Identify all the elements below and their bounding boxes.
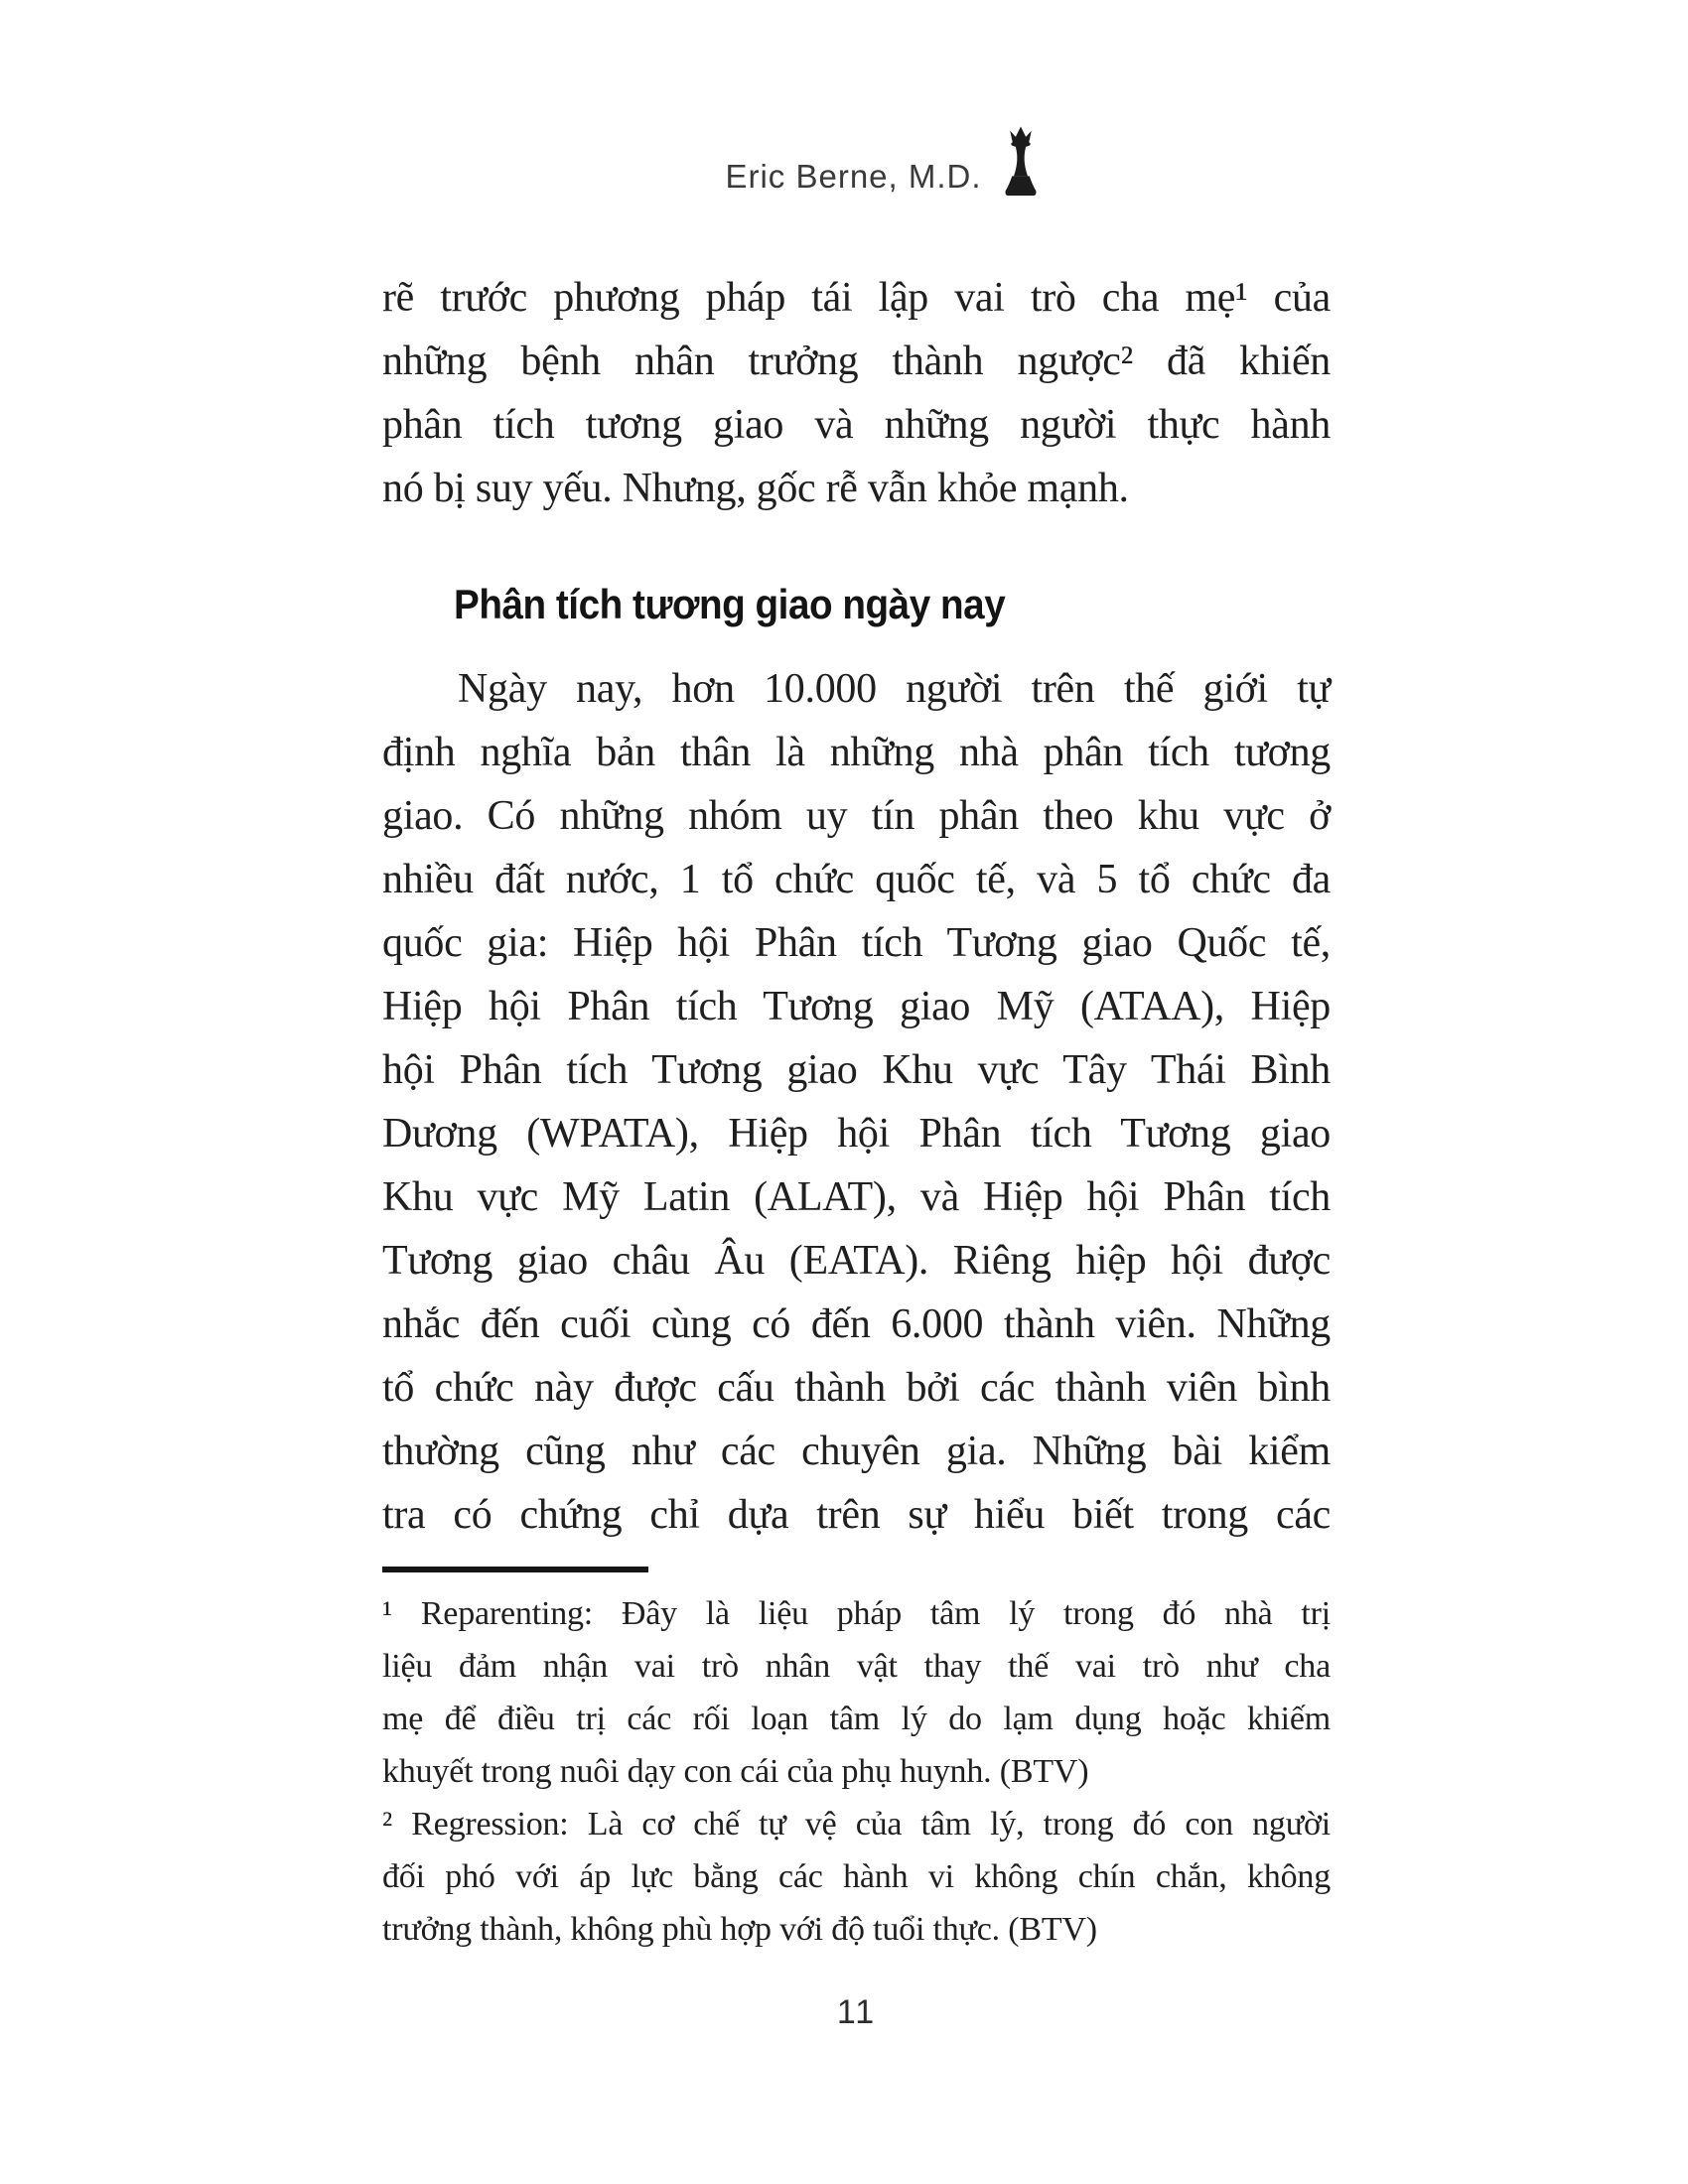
text-line: nhắc đến cuối cùng có đến 6.000 thành viên. Những	[382, 1301, 1331, 1347]
header-author-name: Eric Berne, M.D.	[725, 158, 982, 195]
footnote-line: ² Regression: Là cơ chế tự vệ của tâm lý, trong đó con người	[382, 1806, 1331, 1843]
footnote-line: ¹ Reparenting: Đây là liệu pháp tâm lý trong đó nhà trị	[382, 1595, 1331, 1632]
text-line: hội Phân tích Tương giao Khu vực Tây Thái Bình	[382, 1047, 1331, 1093]
section-heading: Phân tích tương giao ngày nay	[454, 581, 1006, 627]
text-line: tổ chức này được cấu thành bởi các thành viên bình	[382, 1365, 1331, 1411]
text-line: nó bị suy yếu. Nhưng, gốc rễ vẫn khỏe mạnh.	[382, 466, 1129, 511]
paragraph-section	[382, 657, 1331, 1547]
text-line: giao. Có những nhóm uy tín phân theo khu vực ở	[382, 793, 1331, 839]
footnote-2	[382, 1798, 1331, 1956]
footnote-line: khuyết trong nuôi dạy con cái của phụ huynh. (BTV)	[382, 1753, 1089, 1790]
text-line: phân tích tương giao và những người thực hành	[382, 402, 1331, 448]
footnote-line: đối phó với áp lực bằng các hành vi không chín chắn, không	[382, 1858, 1331, 1895]
footnote-line: mẹ để điều trị các rối loạn tâm lý do lạm dụng hoặc khiếm	[382, 1701, 1331, 1737]
text-line: quốc gia: Hiệp hội Phân tích Tương giao Quốc tế,	[382, 920, 1331, 966]
text-line: Khu vực Mỹ Latin (ALAT), và Hiệp hội Phân tích	[382, 1174, 1331, 1220]
footnote-line: trưởng thành, không phù hợp với độ tuổi thực. (BTV)	[382, 1911, 1097, 1948]
footnote-line: liệu đảm nhận vai trò nhân vật thay thế vai trò như cha	[382, 1648, 1331, 1685]
text-line: Dương (WPATA), Hiệp hội Phân tích Tương giao	[382, 1111, 1331, 1157]
chess-queen-icon	[998, 125, 1044, 197]
text-line: định nghĩa bản thân là những nhà phân tích tương	[382, 730, 1331, 775]
text-line: tra có chứng chỉ dựa trên sự hiểu biết trong các	[382, 1492, 1331, 1538]
text-line: thường cũng như các chuyên gia. Những bài kiểm	[382, 1429, 1331, 1474]
text-line: nhiều đất nước, 1 tổ chức quốc tế, và 5 tổ chức đa	[382, 857, 1331, 902]
footnote-separator-rule	[382, 1567, 648, 1572]
section-heading-row	[382, 579, 1331, 630]
text-line: rẽ trước phương pháp tái lập vai trò cha mẹ¹ của	[382, 275, 1331, 321]
page-number: 11	[836, 1993, 877, 2031]
text-line: Ngày nay, hơn 10.000 người trên thế giới tự	[458, 666, 1331, 712]
text-line: Hiệp hội Phân tích Tương giao Mỹ (ATAA), Hiệp	[382, 984, 1331, 1029]
text-line: những bệnh nhân trưởng thành ngược² đã khiến	[382, 339, 1331, 384]
footnote-1	[382, 1587, 1331, 1798]
page-header	[382, 125, 1331, 197]
paragraph-opening	[382, 266, 1331, 520]
text-line: Tương giao châu Âu (EATA). Riêng hiệp hội được	[382, 1238, 1331, 1284]
